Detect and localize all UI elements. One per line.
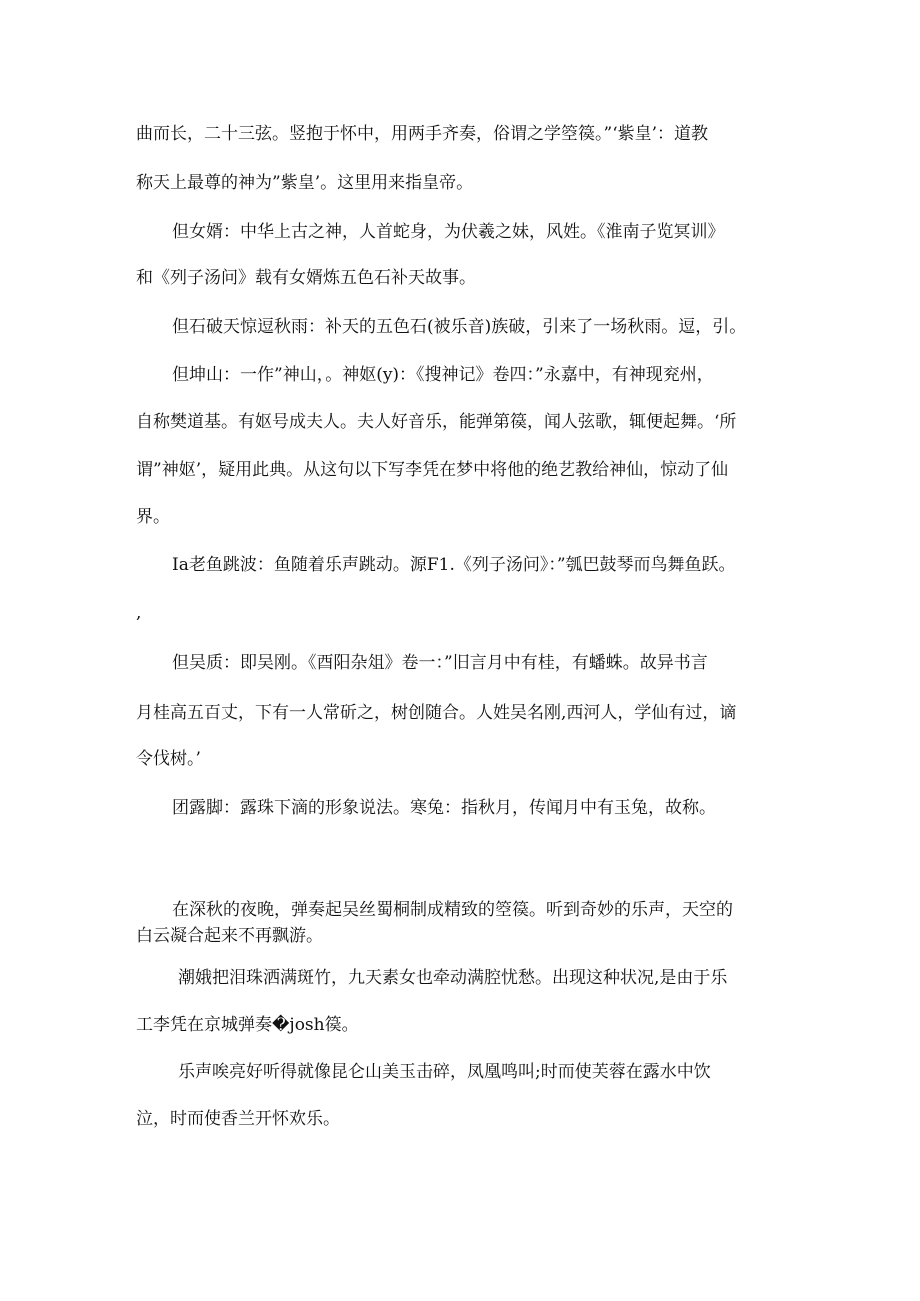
note-line: , [136,603,142,623]
translation-line: 泣，时而使香兰开怀欢乐。 [136,1109,340,1129]
note-line: 但坤山：一作”神山，。神妪(y)：《搜神记》卷四：”永嘉中，有神现兖州， [172,365,714,385]
note-line: 和《列子汤问》载有女婿炼五色石补天故事。 [136,268,476,288]
note-line: 谓”神妪’，疑用此典。从这句以下写李凭在梦中将他的绝艺教给神仙，惊动了仙 [136,460,729,480]
translation-line: 在深秋的夜晚，弹奏起吴丝蜀桐制成精致的箜篌。听到奇妙的乐声，天空的 [172,900,733,920]
note-line: 团露脚：露珠下滴的形象说法。寒兔：指秋月，传闻月中有玉兔，故称。 [172,798,716,818]
translation-line: 潮娥把泪珠洒满斑竹，九天素女也牵动满腔忧愁。出现这种状况,是由于乐 [178,968,728,988]
note-line: 称天上最尊的神为”紫皇’。这里用来指皇帝。 [136,173,474,193]
note-line: 但石破天惊逗秋雨：补天的五色石(被乐音)族破，引来了一场秋雨。逗，引。 [172,317,747,337]
translation-line: 白云凝合起来不再飘游。 [136,926,323,946]
note-line: 界。 [136,507,170,527]
note-line: Ia老鱼跳波：鱼随着乐声跳动。源F1.《列子汤问》：”瓠巴鼓琴而鸟舞鱼跃。 [172,555,736,575]
translation-line: 乐声唉亮好听得就像昆仑山美玉击碎，凤凰鸣叫;时而使芙蓉在露水中饮 [178,1062,711,1082]
note-line: 自称樊道基。有妪号成夫人。夫人好音乐，能弹第篌，闻人弦歌，辄便起舞。‘所 [136,412,737,432]
note-line: 但吴质：即吴刚。《酉阳杂俎》卷一：”旧言月中有桂，有蟠蛛。故异书言 [172,653,708,673]
translation-line: 工李凭在京城弹奏�josh篌。 [136,1015,359,1035]
note-line: 令伐树。’ [136,749,201,769]
note-line: 月桂高五百丈，下有一人常斫之，树创随合。人姓吴名刚,西河人，学仙有过，谪 [136,703,737,723]
note-line: 曲而长，二十三弦。竖抱于怀中，用两手齐奏，俗谓之学箜篌。”‘紫皇’：道教 [136,124,708,144]
note-line: 但女婿：中华上古之神，人首蛇身，为伏羲之妹，风姓。《淮南子览冥训》 [172,222,725,242]
